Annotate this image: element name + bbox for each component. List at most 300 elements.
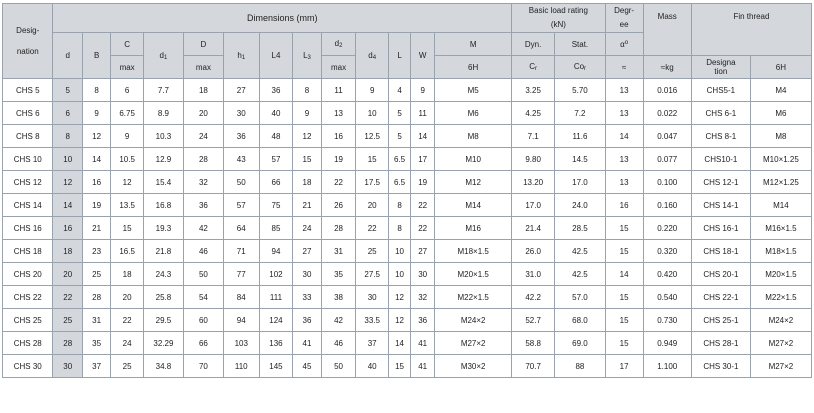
table-cell: 13.5 <box>111 194 144 217</box>
col-d2-label: d <box>334 39 340 48</box>
col-m-header: M <box>435 33 512 56</box>
table-cell: 22 <box>111 309 144 332</box>
table-cell: CHS 30 <box>3 355 53 378</box>
table-cell: 6.5 <box>389 148 411 171</box>
table-cell: 19 <box>321 148 356 171</box>
table-cell: 64 <box>223 217 259 240</box>
table-cell: 21.8 <box>143 240 183 263</box>
table-cell: CHS 22 <box>3 286 53 309</box>
table-cell: 11 <box>321 79 356 102</box>
table-cell: 33 <box>293 286 321 309</box>
table-cell: 43 <box>223 148 259 171</box>
table-cell: M8 <box>750 125 811 148</box>
table-cell: 42.2 <box>512 286 555 309</box>
table-cell: 29.5 <box>143 309 183 332</box>
table-cell: 36 <box>293 309 321 332</box>
table-cell: 57.0 <box>555 286 605 309</box>
table-cell: 0.540 <box>643 286 691 309</box>
table-cell: CHS 20-1 <box>691 263 750 286</box>
table-cell: 22 <box>411 217 435 240</box>
table-cell: 66 <box>183 332 223 355</box>
table-cell: 10 <box>389 240 411 263</box>
table-cell: CHS 18-1 <box>691 240 750 263</box>
table-cell: 24.0 <box>555 194 605 217</box>
col-angle-sup: o <box>624 39 629 46</box>
table-cell: 12 <box>111 171 144 194</box>
col-d4-label: d <box>368 50 373 60</box>
table-cell: CHS 25-1 <box>691 309 750 332</box>
table-cell: 18 <box>53 240 82 263</box>
table-cell: 22 <box>356 217 389 240</box>
col-c-sub: max <box>111 56 144 79</box>
table-cell: 6 <box>111 79 144 102</box>
table-cell: M6 <box>750 102 811 125</box>
table-cell: 41 <box>411 355 435 378</box>
table-cell: 0.420 <box>643 263 691 286</box>
table-cell: M24×2 <box>750 309 811 332</box>
table-cell: 94 <box>223 309 259 332</box>
table-cell: CHS 28 <box>3 332 53 355</box>
table-cell: 46 <box>183 240 223 263</box>
table-cell: M27×2 <box>750 332 811 355</box>
table-cell: 69.0 <box>555 332 605 355</box>
table-cell: 30 <box>53 355 82 378</box>
table-cell: CHS 12-1 <box>691 171 750 194</box>
table-row <box>3 309 812 332</box>
col-angle-label: α <box>620 39 625 49</box>
col-angle-header <box>605 33 643 56</box>
dimensions-header: Dimensions (mm) <box>53 4 512 33</box>
table-cell: M27×2 <box>435 332 512 355</box>
table-cell: 17.0 <box>555 171 605 194</box>
table-cell: M10×1.25 <box>750 148 811 171</box>
table-cell: 102 <box>259 263 293 286</box>
table-cell: 3.25 <box>512 79 555 102</box>
table-cell: 25 <box>82 263 110 286</box>
table-cell: 9 <box>411 79 435 102</box>
table-cell: 25 <box>53 309 82 332</box>
table-cell: M14 <box>435 194 512 217</box>
col-dmax-sub: max <box>183 56 223 79</box>
table-cell: M20×1.5 <box>750 263 811 286</box>
table-cell: 77 <box>223 263 259 286</box>
designation-header-line1: Desig- <box>16 26 40 35</box>
table-cell: 35 <box>82 332 110 355</box>
col-dyn-header: Dyn. <box>512 33 555 56</box>
table-cell: 22 <box>321 171 356 194</box>
table-cell: 36 <box>183 194 223 217</box>
table-cell: 60 <box>183 309 223 332</box>
table-cell: 16 <box>53 217 82 240</box>
table-cell: 8 <box>389 194 411 217</box>
mass-header: Mass <box>643 4 691 56</box>
table-cell: 31.0 <box>512 263 555 286</box>
table-cell: 19 <box>411 171 435 194</box>
table-cell: 22 <box>53 286 82 309</box>
table-cell: 37 <box>356 332 389 355</box>
table-cell: 42 <box>183 217 223 240</box>
col-stat-sub-sub: r <box>584 66 587 72</box>
table-cell: 50 <box>183 263 223 286</box>
table-cell: 13 <box>605 102 643 125</box>
table-cell: 33.5 <box>356 309 389 332</box>
table-cell: 35 <box>321 263 356 286</box>
table-cell: 25.8 <box>143 286 183 309</box>
table-cell: 24 <box>293 217 321 240</box>
table-cell: 9 <box>356 79 389 102</box>
col-d4-header <box>356 33 389 79</box>
table-row <box>3 79 812 102</box>
table-cell: CHS 14 <box>3 194 53 217</box>
table-row <box>3 125 812 148</box>
table-cell: 17 <box>605 355 643 378</box>
table-cell: 124 <box>259 309 293 332</box>
fin-thread-header: Fin thread <box>691 4 811 56</box>
table-cell: 14 <box>605 125 643 148</box>
designation-header <box>3 4 53 79</box>
table-header <box>3 4 812 79</box>
table-cell: 15.4 <box>143 171 183 194</box>
col-stat-sub <box>555 56 605 79</box>
table-cell: CHS 22-1 <box>691 286 750 309</box>
table-cell: 31 <box>321 240 356 263</box>
table-cell: CHS 16 <box>3 217 53 240</box>
col-stat-header: Stat. <box>555 33 605 56</box>
table-cell: 20 <box>356 194 389 217</box>
table-cell: 111 <box>259 286 293 309</box>
table-cell: CHS5-1 <box>691 79 750 102</box>
table-cell: 32 <box>183 171 223 194</box>
table-cell: 17 <box>411 148 435 171</box>
col-l3-header <box>293 33 321 79</box>
table-cell: 94 <box>259 240 293 263</box>
table-cell: 25 <box>111 355 144 378</box>
table-cell: 32.29 <box>143 332 183 355</box>
table-cell: 7.1 <box>512 125 555 148</box>
table-cell: 0.022 <box>643 102 691 125</box>
table-cell: 10 <box>389 263 411 286</box>
table-cell: 68.0 <box>555 309 605 332</box>
table-cell: 17.0 <box>512 194 555 217</box>
table-cell: 12 <box>389 309 411 332</box>
table-cell: 75 <box>259 194 293 217</box>
table-cell: 20 <box>53 263 82 286</box>
table-cell: M16 <box>435 217 512 240</box>
table-cell: 8.9 <box>143 102 183 125</box>
table-cell: CHS 18 <box>3 240 53 263</box>
degree-header-line1: Degr- <box>614 6 635 15</box>
table-cell: 16 <box>82 171 110 194</box>
table-cell: 57 <box>259 148 293 171</box>
table-cell: 10 <box>53 148 82 171</box>
table-cell: 9 <box>293 102 321 125</box>
col-d1-label: d <box>159 50 164 60</box>
table-cell: M16×1.5 <box>750 217 811 240</box>
table-cell: 20 <box>183 102 223 125</box>
table-cell: 14 <box>53 194 82 217</box>
table-cell: 27 <box>223 79 259 102</box>
table-cell: M18×1.5 <box>435 240 512 263</box>
table-cell: 15 <box>605 286 643 309</box>
table-cell: 15 <box>356 148 389 171</box>
table-cell: 0.100 <box>643 171 691 194</box>
table-cell: 10 <box>356 102 389 125</box>
table-cell: 0.077 <box>643 148 691 171</box>
table-cell: 5 <box>389 102 411 125</box>
col-d1-sub: 1 <box>163 54 168 61</box>
bearing-spec-table <box>2 3 812 378</box>
table-cell: 18 <box>183 79 223 102</box>
table-cell: 15 <box>605 332 643 355</box>
table-cell: 57 <box>223 194 259 217</box>
table-cell: 26 <box>321 194 356 217</box>
table-cell: 19 <box>82 194 110 217</box>
col-dyn-sub-sub: r <box>535 66 538 72</box>
col-fin-designation-line2: tion <box>714 67 728 76</box>
table-cell: M22×1.5 <box>435 286 512 309</box>
table-cell: 12 <box>82 125 110 148</box>
table-cell: 0.047 <box>643 125 691 148</box>
table-cell: 15 <box>605 217 643 240</box>
table-cell: 5.70 <box>555 79 605 102</box>
table-cell: 24 <box>183 125 223 148</box>
table-cell: 6.75 <box>111 102 144 125</box>
table-cell: 20 <box>111 286 144 309</box>
table-cell: 12.5 <box>356 125 389 148</box>
col-b-header: B <box>82 33 110 79</box>
table-cell: 52.7 <box>512 309 555 332</box>
table-cell: 18 <box>111 263 144 286</box>
col-fin-designation <box>691 56 750 79</box>
load-rating-header <box>512 4 606 33</box>
table-cell: 13.20 <box>512 171 555 194</box>
table-cell: 16 <box>321 125 356 148</box>
col-d2-max: max <box>321 56 356 79</box>
col-dyn-sub-label: C <box>529 62 536 71</box>
table-cell: 13 <box>605 148 643 171</box>
col-m-sub: 6H <box>435 56 512 79</box>
col-l4-header: L4 <box>259 33 293 79</box>
table-cell: M12×1.25 <box>750 171 811 194</box>
table-cell: 8 <box>82 79 110 102</box>
table-cell: 27 <box>293 240 321 263</box>
col-angle-sub: ≈ <box>605 56 643 79</box>
table-cell: 15 <box>605 309 643 332</box>
table-cell: M22×1.5 <box>750 286 811 309</box>
table-cell: 9 <box>111 125 144 148</box>
table-cell: 12 <box>53 171 82 194</box>
table-row <box>3 286 812 309</box>
table-cell: 0.320 <box>643 240 691 263</box>
table-cell: M14 <box>750 194 811 217</box>
designation-header-line2: nation <box>16 47 39 56</box>
table-cell: 23 <box>82 240 110 263</box>
col-h1-sub: 1 <box>241 54 246 61</box>
table-cell: 1.100 <box>643 355 691 378</box>
table-cell: 15 <box>293 148 321 171</box>
table-cell: 30 <box>223 102 259 125</box>
table-cell: 26.0 <box>512 240 555 263</box>
col-d4-sub: 4 <box>372 54 377 61</box>
table-cell: CHS 5 <box>3 79 53 102</box>
table-cell: 40 <box>259 102 293 125</box>
table-cell: 42.5 <box>555 240 605 263</box>
table-cell: CHS 8 <box>3 125 53 148</box>
table-cell: 46 <box>321 332 356 355</box>
table-cell: 27.5 <box>356 263 389 286</box>
table-cell: 10.3 <box>143 125 183 148</box>
table-cell: 7.2 <box>555 102 605 125</box>
table-cell: 71 <box>223 240 259 263</box>
table-cell: 25 <box>356 240 389 263</box>
table-cell: 48 <box>259 125 293 148</box>
table-cell: 4 <box>389 79 411 102</box>
table-cell: 103 <box>223 332 259 355</box>
col-mass-sub: ≈kg <box>643 56 691 79</box>
table-cell: M4 <box>750 79 811 102</box>
table-cell: CHS 6-1 <box>691 102 750 125</box>
table-cell: CHS 20 <box>3 263 53 286</box>
table-cell: 12.9 <box>143 148 183 171</box>
table-cell: 12 <box>389 286 411 309</box>
table-cell: 15 <box>389 355 411 378</box>
table-cell: 6 <box>53 102 82 125</box>
col-stat-sub-label: Co <box>573 62 585 71</box>
col-c-header: C <box>111 33 144 56</box>
table-cell: 14 <box>82 148 110 171</box>
table-cell: M5 <box>435 79 512 102</box>
table-cell: 50 <box>223 171 259 194</box>
table-cell: M18×1.5 <box>750 240 811 263</box>
table-cell: 13 <box>605 79 643 102</box>
table-cell: 13 <box>605 171 643 194</box>
table-cell: 30 <box>293 263 321 286</box>
table-cell: CHS 25 <box>3 309 53 332</box>
table-cell: 16.5 <box>111 240 144 263</box>
table-cell: 27 <box>411 240 435 263</box>
col-d-header: d <box>53 33 82 79</box>
table-cell: CHS 28-1 <box>691 332 750 355</box>
table-cell: M12 <box>435 171 512 194</box>
table-cell: M8 <box>435 125 512 148</box>
table-cell: 34.8 <box>143 355 183 378</box>
table-cell: 85 <box>259 217 293 240</box>
table-cell: 0.160 <box>643 194 691 217</box>
table-cell: 8 <box>389 217 411 240</box>
table-cell: 5 <box>389 125 411 148</box>
table-cell: 13 <box>321 102 356 125</box>
table-cell: 8 <box>53 125 82 148</box>
table-cell: 0.949 <box>643 332 691 355</box>
table-cell: 21 <box>293 194 321 217</box>
table-cell: 54 <box>183 286 223 309</box>
table-cell: 70.7 <box>512 355 555 378</box>
table-cell: 19.3 <box>143 217 183 240</box>
table-row <box>3 240 812 263</box>
col-d2-header <box>321 33 356 56</box>
table-cell: 17.5 <box>356 171 389 194</box>
table-row <box>3 148 812 171</box>
table-body <box>3 79 812 378</box>
col-l3-sub: 3 <box>307 54 311 61</box>
table-cell: CHS10-1 <box>691 148 750 171</box>
table-cell: 42 <box>321 309 356 332</box>
table-cell: M6 <box>435 102 512 125</box>
table-cell: CHS 6 <box>3 102 53 125</box>
table-cell: 28 <box>321 217 356 240</box>
col-fin-designation-line1: Designa <box>706 58 736 67</box>
col-h1-label: h <box>237 50 242 60</box>
table-cell: 0.730 <box>643 309 691 332</box>
table-cell: 0.220 <box>643 217 691 240</box>
table-cell: M10 <box>435 148 512 171</box>
table-cell: M24×2 <box>435 309 512 332</box>
table-cell: CHS 12 <box>3 171 53 194</box>
table-cell: 14 <box>605 263 643 286</box>
table-cell: 38 <box>321 286 356 309</box>
table-cell: 10.5 <box>111 148 144 171</box>
degree-header <box>605 4 643 33</box>
table-row <box>3 102 812 125</box>
col-dyn-sub <box>512 56 555 79</box>
table-cell: 9.80 <box>512 148 555 171</box>
table-cell: 18 <box>293 171 321 194</box>
table-cell: 41 <box>411 332 435 355</box>
table-row <box>3 171 812 194</box>
table-cell: 6.5 <box>389 171 411 194</box>
col-h1-header <box>223 33 259 79</box>
col-l3-label: L <box>303 50 308 60</box>
table-cell: 28 <box>82 286 110 309</box>
table-cell: CHS 10 <box>3 148 53 171</box>
table-cell: 36 <box>223 125 259 148</box>
col-l-header: L <box>389 33 411 79</box>
table-cell: 41 <box>293 332 321 355</box>
table-cell: 22 <box>411 194 435 217</box>
load-rating-header-line1: Basic load rating <box>528 6 588 15</box>
table-cell: 0.016 <box>643 79 691 102</box>
table-row <box>3 332 812 355</box>
table-cell: 24 <box>111 332 144 355</box>
table-cell: 37 <box>82 355 110 378</box>
table-cell: 16 <box>605 194 643 217</box>
table-cell: 40 <box>356 355 389 378</box>
table-cell: 58.8 <box>512 332 555 355</box>
table-cell: 36 <box>259 79 293 102</box>
table-cell: 21.4 <box>512 217 555 240</box>
table-cell: 14.5 <box>555 148 605 171</box>
table-cell: M27×2 <box>750 355 811 378</box>
table-cell: 11.6 <box>555 125 605 148</box>
table-cell: CHS 30-1 <box>691 355 750 378</box>
table-cell: 31 <box>82 309 110 332</box>
table-cell: 45 <box>293 355 321 378</box>
table-cell: 66 <box>259 171 293 194</box>
table-cell: 84 <box>223 286 259 309</box>
col-w-header: W <box>411 33 435 79</box>
table-cell: 30 <box>411 263 435 286</box>
table-cell: 70 <box>183 355 223 378</box>
table-cell: M30×2 <box>435 355 512 378</box>
table-row <box>3 263 812 286</box>
table-cell: CHS 16-1 <box>691 217 750 240</box>
table-cell: 21 <box>82 217 110 240</box>
table-cell: 11 <box>411 102 435 125</box>
table-cell: 136 <box>259 332 293 355</box>
table-cell: 28.5 <box>555 217 605 240</box>
table-cell: 32 <box>411 286 435 309</box>
table-cell: 145 <box>259 355 293 378</box>
